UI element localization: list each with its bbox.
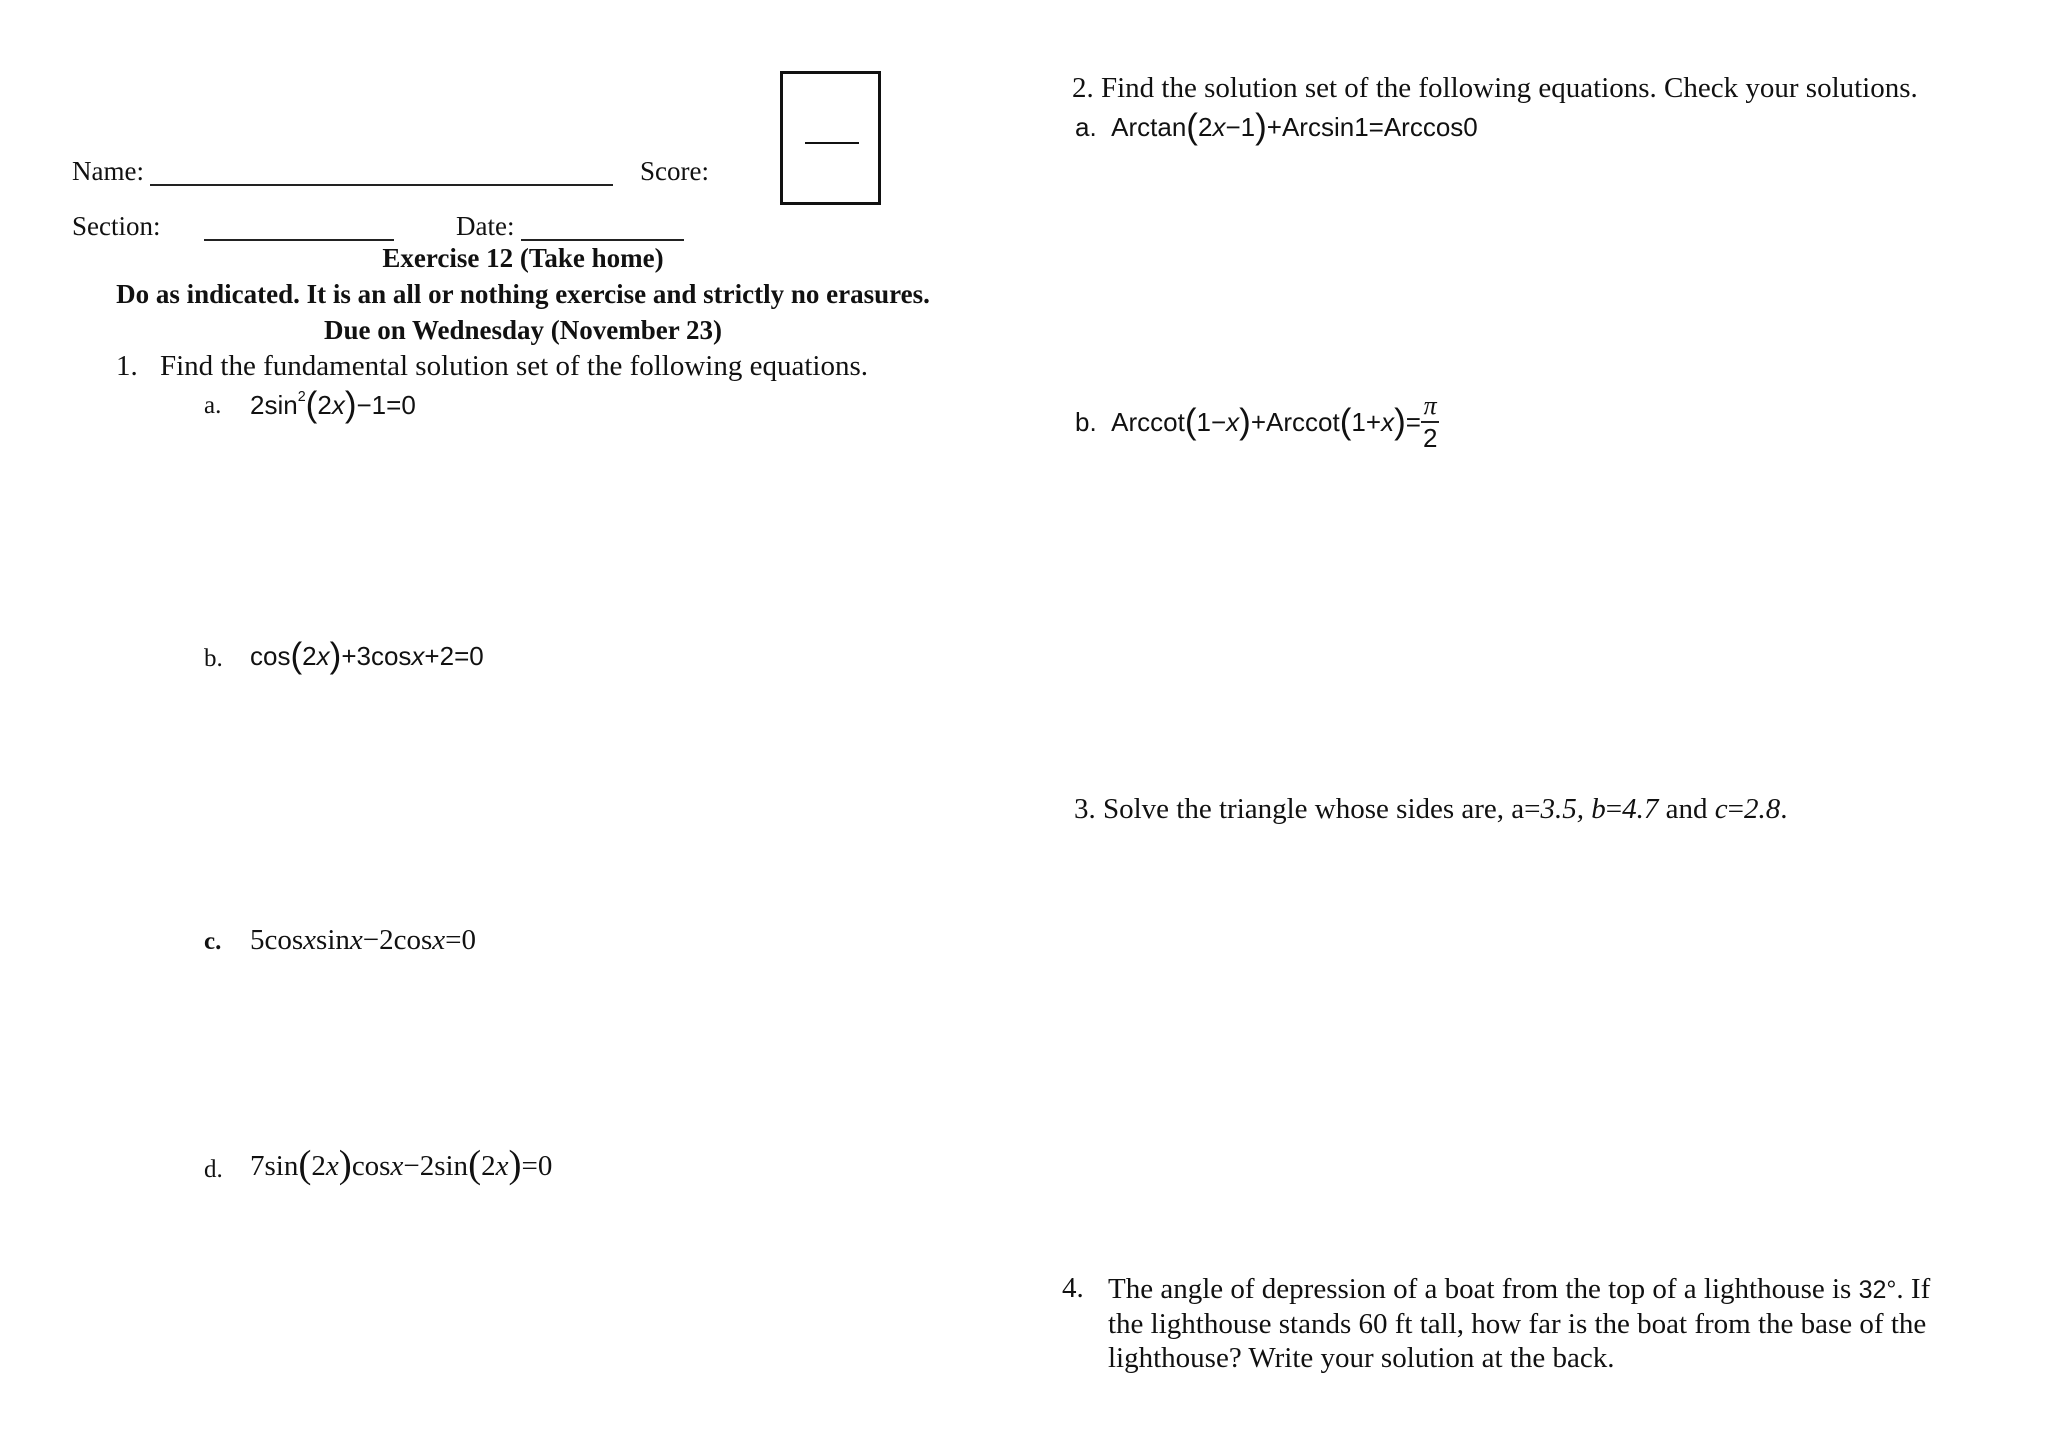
q4-line2: the lighthouse stands 60 ft tall, how far is the boat from the base of the <box>1108 1308 1927 1340</box>
exercise-title: Exercise 12 (Take home) <box>382 243 664 273</box>
q3-prompt: 3. Solve the triangle whose sides are, a=3.5, b=4.7 and c=2.8. <box>1074 793 1788 825</box>
score-label: Score: <box>640 156 709 186</box>
q1d-letter: d. <box>204 1156 223 1183</box>
name-label: Name: <box>72 156 144 186</box>
q2a-equation: a. Arctan(2x−1)+Arcsin1=Arccos0 <box>1075 107 1478 147</box>
q2b-equation: b. Arccot(1−x)+Arccot(1+x)= $\frac{\pi}{2}$ <box>1075 391 1438 453</box>
q1d-equation: 7sin(2x)cosx−2sin(2x)=0 <box>250 1143 553 1187</box>
q4-number: 4. <box>1062 1272 1084 1304</box>
q1-number: 1. <box>116 350 138 382</box>
score-box <box>780 71 881 205</box>
q1a-equation: $2\sin^2(2x)-1=0$ <box>250 385 416 425</box>
section-field[interactable] <box>204 239 394 241</box>
section-label: Section: <box>72 211 161 241</box>
pi-over-two-fraction: $\frac{\pi}{2}$ <box>1422 391 1438 453</box>
name-field[interactable] <box>150 184 613 186</box>
q1b-equation: cos(2x)+3cosx+2=0 <box>250 636 484 676</box>
q4-text <box>1108 1272 1930 1375</box>
q2-prompt: 2. Find the solution set of the following equations. Check your solutions. <box>1072 72 1918 104</box>
q4-line1: The angle of depression of a boat from the top of a lighthouse is <box>1108 1273 1852 1305</box>
date-field[interactable] <box>521 239 684 241</box>
q1-prompt: Find the fundamental solution set of the following equations. <box>160 350 868 382</box>
q4-line1-end: . If <box>1896 1273 1931 1305</box>
q1c-letter: c. <box>204 928 222 955</box>
instructions: Do as indicated. It is an all or nothing exercise and strictly no erasures. <box>116 279 930 309</box>
q1b-letter: b. <box>204 645 223 672</box>
q4-angle: 32° <box>1858 1276 1897 1304</box>
due-date: Due on Wednesday (November 23) <box>323 315 722 345</box>
q1c-equation: 5cosxsinx−2cosx=0 <box>250 924 477 956</box>
q1a-letter: a. <box>204 392 222 419</box>
date-label: Date: <box>456 211 515 241</box>
score-blank[interactable] <box>805 142 859 144</box>
q4-line3: lighthouse? Write your solution at the back. <box>1108 1342 1615 1374</box>
